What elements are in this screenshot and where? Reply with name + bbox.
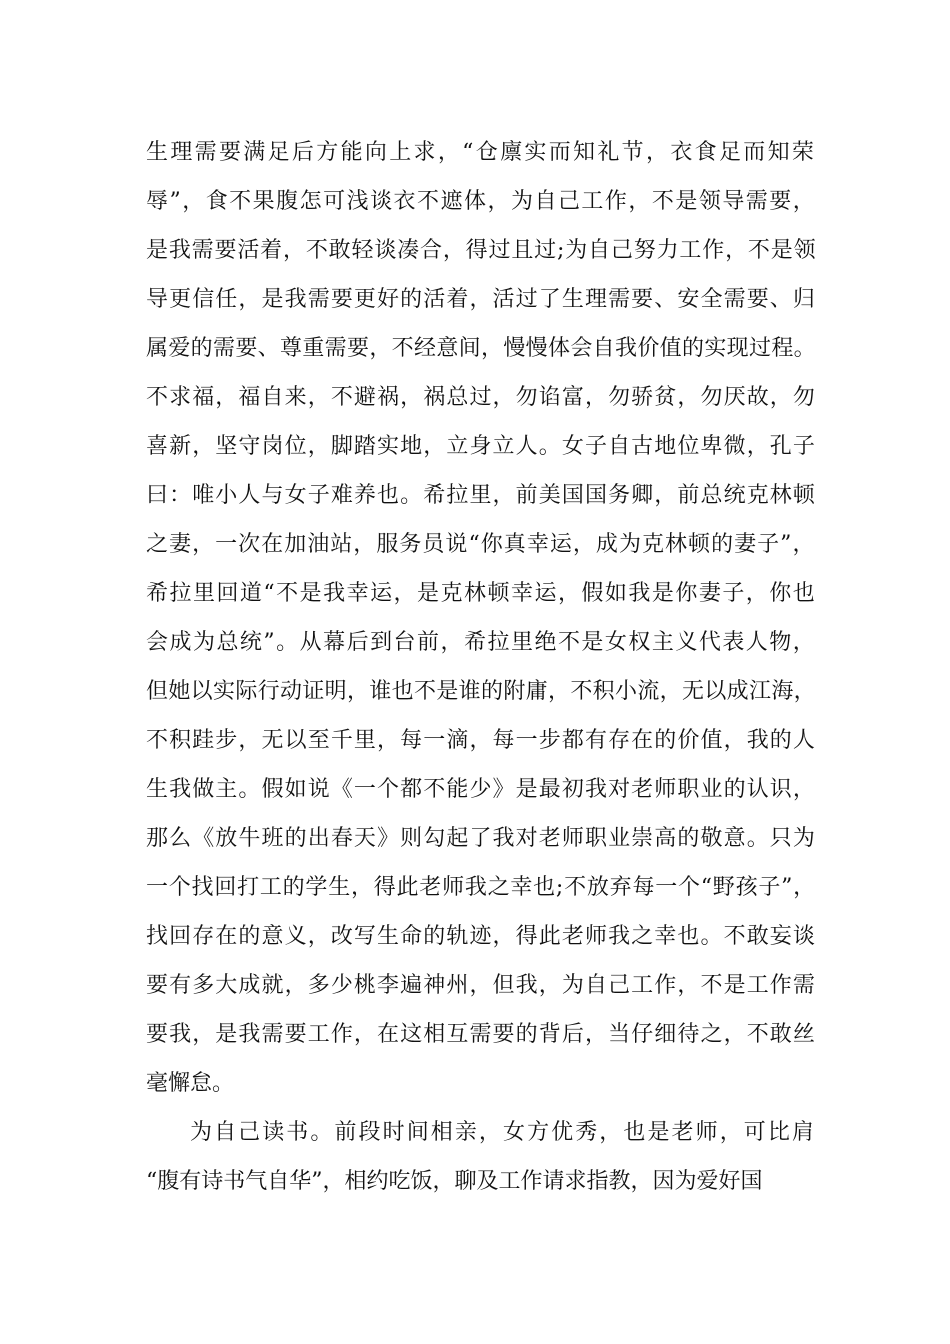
text-line: 找回存在的意义，改写生命的轨迹，得此老师我之幸也。不敢妄谈 [146,924,817,949]
text-line: 之妻，一次在加油站，服务员说“你真幸运，成为克林顿的妻子”， [146,532,816,557]
text-line: 要有多大成就，多少桃李遍神州，但我，为自己工作，不是工作需 [146,973,817,998]
text-line: 生理需要满足后方能向上求，“仓廪实而知礼节，衣食足而知荣 [146,140,817,165]
text-line: 是我需要活着，不敢轻谈凑合，得过且过;为自己努力工作，不是领 [146,238,817,263]
text-line: 不积跬步，无以至千里，每一滴，每一步都有存在的价值，我的人 [146,728,817,753]
text-line: 希拉里回道“不是我幸运，是克林顿幸运，假如我是你妻子，你也 [146,581,817,606]
text-line: 生我做主。假如说《一个都不能少》是最初我对老师职业的认识， [146,777,817,802]
paragraph [146,1108,816,1206]
text-line: 不求福，福自来，不避祸，祸总过，勿谄富，勿骄贫，勿厌故，勿 [146,385,817,410]
text-line: 要我，是我需要工作，在这相互需要的背后，当仔细待之，不敢丝 [146,1022,817,1047]
text-line: 喜新，坚守岗位，脚踏实地，立身立人。女子自古地位卑微，孔子 [146,434,817,459]
text-line: 辱”，食不果腹怎可浅谈衣不遮体，为自己工作，不是领导需要， [146,189,817,214]
text-line: 会成为总统”。从幕后到台前，希拉里绝不是女权主义代表人物， [146,630,817,655]
text-line: “腹有诗书气自华”，相约吃饭，聊及工作请求指教，因为爱好国 [146,1169,763,1194]
text-line: 属爱的需要、尊重需要，不经意间，慢慢体会自我价值的实现过程。 [146,336,817,361]
text-line: 曰：唯小人与女子难养也。希拉里，前美国国务卿，前总统克林顿 [146,483,817,508]
text-line: 导更信任，是我需要更好的活着，活过了生理需要、安全需要、归 [146,287,817,312]
paragraph [146,128,816,1108]
text-line: 但她以实际行动证明，谁也不是谁的附庸，不积小流，无以成江海， [146,679,817,704]
text-line: 一个找回打工的学生，得此老师我之幸也;不放弃每一个“野孩子”， [146,875,816,900]
text-line: 为自己读书。前段时间相亲，女方优秀，也是老师，可比肩 [190,1120,817,1145]
text-line: 那么《放牛班的出春天》则勾起了我对老师职业崇高的敬意。只为 [146,826,817,851]
body-text [146,128,816,1206]
text-line: 毫懈怠。 [146,1071,235,1096]
